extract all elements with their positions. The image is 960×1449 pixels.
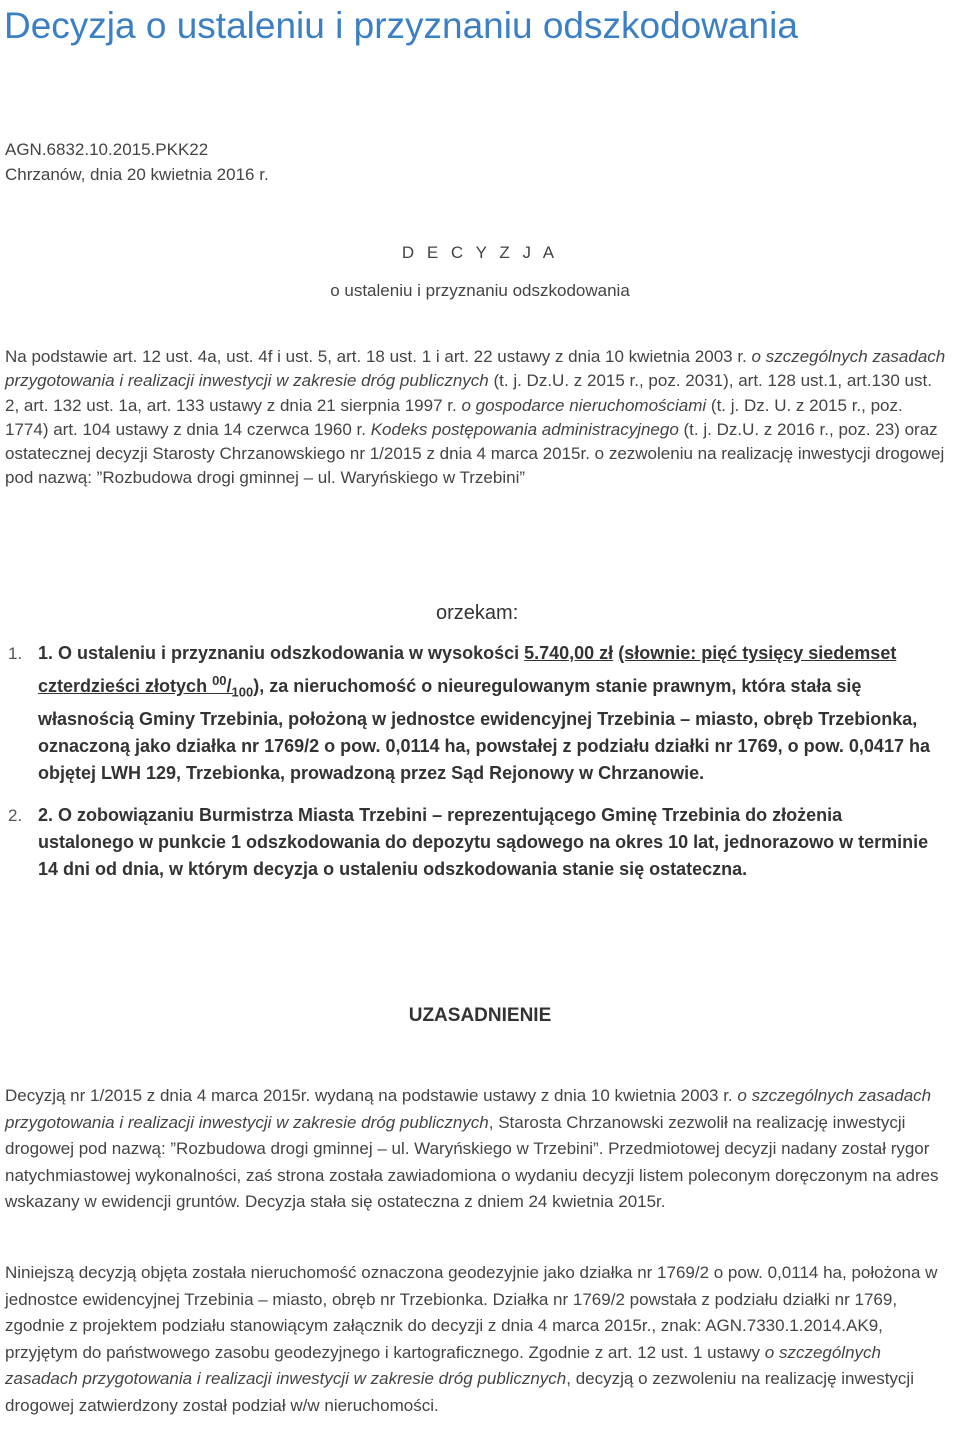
page-title: Decyzja o ustaleniu i przyznaniu odszkodowania	[4, 5, 798, 46]
act-title: o szczególnych zasadach przygotowania i realizacji inwestycji w zakresie dróg publicznych	[5, 1086, 932, 1132]
act-title: o szczególnych zasadach przygotowania i realizacji inwestycji w zakresie dróg publicznych	[5, 347, 946, 391]
item-text	[38, 640, 938, 787]
legal-basis	[5, 345, 950, 491]
legal-basis-text: (t. j. Dz.U. z 2015 r., poz. 2031), art. 128 ust.1, art.130 ust. 2, art. 132 ust. 1a, art. 133 ustawy z dnia 21 sierpnia 1997 r.	[5, 371, 932, 415]
justification-heading: UZASADNIENIE	[408, 1005, 552, 1026]
item-number: 1.	[8, 644, 23, 663]
paragraph-text: , decyzją o zezwoleniu na realizację inwestycji drogowej zatwierdzony został podział w/w nieruchomości.	[5, 1369, 914, 1415]
paragraph-text: Decyzją nr 1/2015 z dnia 4 marca 2015r. wydaną na podstawie ustawy z dnia 10 kwietnia 2003 r.	[5, 1086, 738, 1105]
amount-close: )	[253, 676, 260, 696]
legal-basis-text: (t. j. Dz.U. z 2016 r., poz. 23) oraz ostatecznej decyzji Starosty Chrzanowskiego nr 1/2015 z dnia 4 marca 2015r. o zezwoleniu na realizację inwestycji drogowej pod nazwą: ”Rozbudowa drogi gminnej – ul. Waryńskiego w Trzebini”	[5, 419, 945, 488]
amount-sub: 100	[231, 684, 254, 700]
decision-heading: D E C Y Z J A	[401, 243, 559, 262]
justification-paragraph	[5, 1083, 950, 1216]
act-title: o szczególnych zasadach przygotowania i realizacji inwestycji w zakresie dróg publicznych	[5, 1342, 881, 1388]
item-number: 2.	[8, 806, 23, 825]
ruling-heading: orzekam:	[436, 602, 519, 624]
decision-subtitle: o ustaleniu i przyznaniu odszkodowania	[330, 281, 630, 300]
document-sign: AGN.6832.10.2015.PKK22	[5, 140, 209, 159]
item-text-part: , za nieruchomość o nieuregulowanym stanie prawnym, która stała się własnością Gminy Trzebinia, położoną w jednostce ewidencyjnej Trzebinia – miasto, obręb Trzebionka, oznaczoną jako działka nr 1769/2 o pow. 0,0114 ha, powstałej z podziału działki nr 1769, o pow. 0,0417 ha objętej LWH 129, Trzebionka, prowadzoną przez Sąd Rejonowy w Chrzanowie.	[38, 676, 930, 783]
item-text: 2. O zobowiązaniu Burmistrza Miasta Trzebini – reprezentującego Gminę Trzebinia do złożenia ustalonego w punkcie 1 odszkodowania do depozytu sądowego na okres 10 lat, jednorazowo w terminie 14 dni od dnia, w którym decyzja o ustaleniu odszkodowania stanie się ostateczna.	[38, 805, 929, 879]
act-title: o gospodarce nieruchomościami	[461, 395, 707, 415]
amount-words: (słownie: pięć tysięcy siedemset czterdzieści złotych	[38, 643, 897, 696]
legal-basis-text: (t. j. Dz. U. z 2015 r., poz. 1774) art. 104 ustawy z dnia 14 czerwca 1960 r.	[5, 395, 903, 439]
place-date: Chrzanów, dnia 20 kwietnia 2016 r.	[5, 165, 269, 184]
compensation-amount: 5.740,00 zł	[524, 643, 614, 663]
justification-paragraph	[5, 1260, 950, 1419]
act-title: Kodeks postępowania administracyjnego	[370, 419, 679, 439]
paragraph-text: Niniejszą decyzją objęta została nieruchomość oznaczona geodezyjnie jako działka nr 1769/2 o pow. 0,0114 ha, położona w jednostce ewidencyjnej Trzebinia – miasto, obręb nr Trzebionka. Działka nr 1769/2 powstała z podziału działki nr 1769, zgodnie z projektem podziału stanowiącym załącznik do decyzji z dnia 4 marca 2015r., znak: AGN.7330.1.2014.AK9, przyjętym do państwowego zasobu geodezyjnego i kartograficznego. Zgodnie z art. 12 ust. 1 ustawy	[5, 1263, 938, 1362]
legal-basis-text: Na podstawie art. 12 ust. 4a, ust. 4f i ust. 5, art. 18 ust. 1 i art. 22 ustawy z dnia 10 kwietnia 2003 r.	[5, 347, 752, 366]
amount-slash: /	[226, 676, 232, 696]
paragraph-text: , Starosta Chrzanowski zezwolił na realizację inwestycji drogowej pod nazwą: ”Rozbudowa drogi gminnej – ul. Waryńskiego w Trzebini”. Przedmiotowej decyzji nadany został rygor natychmiastowej wykonalności, zaś strona została zawiadomiona o wydaniu decyzji listem poleconym doręczonym na adres wskazany w ewidencji gruntów. Decyzja stała się ostateczna z dniem 24 kwietnia 2015r.	[5, 1112, 939, 1211]
amount-sup: 00	[212, 673, 227, 688]
item-text-part: 1. O ustaleniu i przyznaniu odszkodowania w wysokości	[38, 643, 525, 663]
